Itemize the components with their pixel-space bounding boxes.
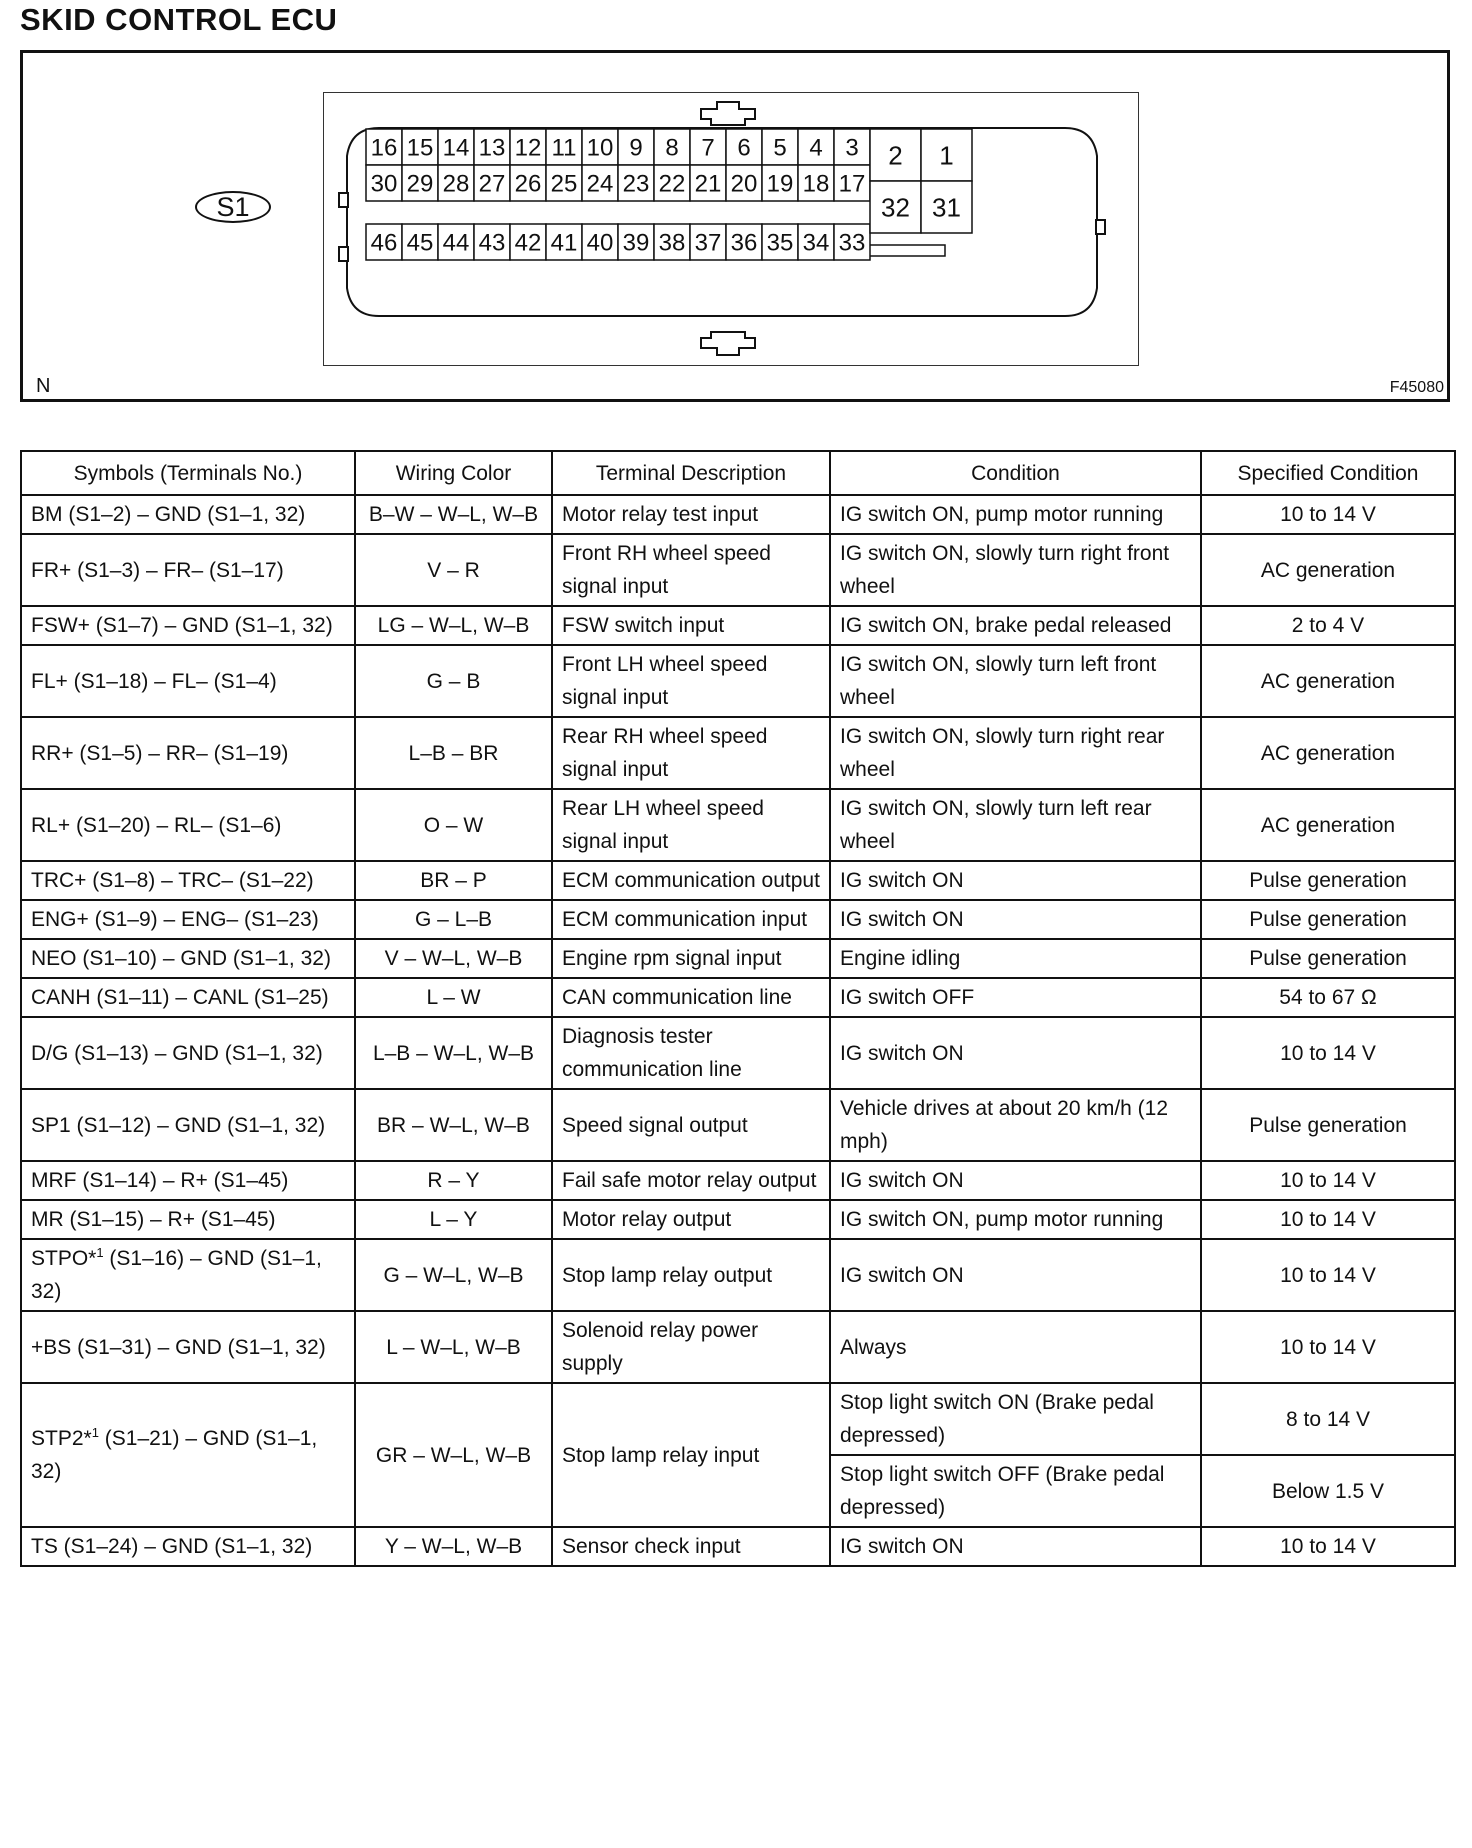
connector-code-label: S1 (195, 191, 271, 223)
symbol-cell: TS (S1–24) – GND (S1–1, 32) (21, 1527, 355, 1566)
wiring-color-cell: G – B (355, 645, 552, 717)
header-terminal-description: Terminal Description (552, 451, 830, 495)
terminal-number: 29 (406, 170, 434, 198)
specified-condition-cell: Pulse generation (1201, 1089, 1455, 1161)
specified-condition-cell: 10 to 14 V (1201, 1161, 1455, 1200)
description-cell: Stop lamp relay output (552, 1239, 830, 1311)
terminal-number: 7 (701, 134, 715, 162)
specified-condition-cell: 10 to 14 V (1201, 1527, 1455, 1566)
table-row (21, 717, 1455, 789)
table-row (21, 1017, 1455, 1089)
terminal-number: 35 (766, 229, 794, 257)
terminal-number: 46 (370, 229, 398, 257)
condition-cell: IG switch ON (830, 900, 1201, 939)
condition-cell: Engine idling (830, 939, 1201, 978)
connector-drawing (323, 92, 1139, 366)
symbol-cell: FSW+ (S1–7) – GND (S1–1, 32) (21, 606, 355, 645)
table-row (21, 1200, 1455, 1239)
description-cell: FSW switch input (552, 606, 830, 645)
terminal-number: 14 (442, 134, 470, 162)
symbol-cell: ENG+ (S1–9) – ENG– (S1–23) (21, 900, 355, 939)
description-cell: Engine rpm signal input (552, 939, 830, 978)
wiring-color-cell: GR – W–L, W–B (355, 1383, 552, 1527)
description-cell: Front LH wheel speed signal input (552, 645, 830, 717)
description-cell: CAN communication line (552, 978, 830, 1017)
table-row (21, 1161, 1455, 1200)
symbol-cell: FL+ (S1–18) – FL– (S1–4) (21, 645, 355, 717)
specified-condition-cell: AC generation (1201, 789, 1455, 861)
description-cell: Diagnosis tester communication line (552, 1017, 830, 1089)
page-title: SKID CONTROL ECU (20, 2, 338, 37)
wiring-color-cell: B–W – W–L, W–B (355, 495, 552, 534)
wiring-color-cell: L – W (355, 978, 552, 1017)
table-row (21, 978, 1455, 1017)
symbol-cell: RL+ (S1–20) – RL– (S1–6) (21, 789, 355, 861)
condition-cell: Stop light switch ON (Brake pedal depressed) (830, 1383, 1201, 1455)
terminal-number: 18 (802, 170, 830, 198)
specified-condition-cell: 10 to 14 V (1201, 1017, 1455, 1089)
condition-cell: IG switch ON, pump motor running (830, 495, 1201, 534)
table-row (21, 606, 1455, 645)
symbol-cell: D/G (S1–13) – GND (S1–1, 32) (21, 1017, 355, 1089)
terminal-number: 22 (658, 170, 686, 198)
description-cell: Motor relay test input (552, 495, 830, 534)
table-row (21, 939, 1455, 978)
symbol-text: STP2* (31, 1427, 92, 1450)
table-row (21, 1527, 1455, 1566)
wiring-color-cell: Y – W–L, W–B (355, 1527, 552, 1566)
description-cell: Stop lamp relay input (552, 1383, 830, 1527)
header-symbols: Symbols (Terminals No.) (21, 451, 355, 495)
specified-condition-cell: 8 to 14 V (1201, 1383, 1455, 1455)
table-row (21, 1311, 1455, 1383)
symbol-text: STPO* (31, 1247, 97, 1270)
specified-condition-cell: 10 to 14 V (1201, 1200, 1455, 1239)
footnote-marker: 1 (91, 1425, 99, 1440)
terminal-number: 19 (766, 170, 794, 198)
terminal-number: 1 (939, 140, 954, 171)
symbol-cell: RR+ (S1–5) – RR– (S1–19) (21, 717, 355, 789)
terminal-number: 25 (550, 170, 578, 198)
table-row (21, 900, 1455, 939)
wiring-color-cell: G – W–L, W–B (355, 1239, 552, 1311)
description-cell: Front RH wheel speed signal input (552, 534, 830, 606)
terminal-number: 33 (838, 229, 866, 257)
terminal-number: 20 (730, 170, 758, 198)
terminal-number: 31 (932, 192, 961, 223)
wiring-color-cell: V – R (355, 534, 552, 606)
condition-cell: IG switch ON (830, 1239, 1201, 1311)
terminal-number: 41 (550, 229, 578, 257)
terminal-spec-table (20, 450, 1456, 1567)
wiring-color-cell: L–B – W–L, W–B (355, 1017, 552, 1089)
condition-cell: Stop light switch OFF (Brake pedal depressed) (830, 1455, 1201, 1527)
table-row (21, 1239, 1455, 1311)
terminal-number: 17 (838, 170, 866, 198)
condition-cell: IG switch ON (830, 1161, 1201, 1200)
table-row (21, 861, 1455, 900)
specified-condition-cell: 10 to 14 V (1201, 1239, 1455, 1311)
condition-cell: IG switch OFF (830, 978, 1201, 1017)
terminal-number: 11 (551, 134, 577, 162)
condition-cell: IG switch ON (830, 1017, 1201, 1089)
terminal-number: 40 (586, 229, 614, 257)
description-cell: Fail safe motor relay output (552, 1161, 830, 1200)
specified-condition-cell: AC generation (1201, 534, 1455, 606)
condition-cell: Vehicle drives at about 20 km/h (12 mph) (830, 1089, 1201, 1161)
condition-cell: IG switch ON (830, 861, 1201, 900)
symbol-cell (21, 1239, 355, 1311)
terminal-number: 4 (809, 134, 823, 162)
specified-condition-cell: Pulse generation (1201, 900, 1455, 939)
wiring-color-cell: LG – W–L, W–B (355, 606, 552, 645)
terminal-number: 8 (665, 134, 679, 162)
terminal-number: 21 (694, 170, 722, 198)
condition-cell: IG switch ON, brake pedal released (830, 606, 1201, 645)
description-cell: ECM communication input (552, 900, 830, 939)
specified-condition-cell: 10 to 14 V (1201, 495, 1455, 534)
table-row (21, 534, 1455, 606)
description-cell: Motor relay output (552, 1200, 830, 1239)
table-row (21, 1089, 1455, 1161)
terminal-number: 12 (514, 134, 542, 162)
figure-code: F45080 (1389, 379, 1444, 396)
terminal-number: 34 (802, 229, 830, 257)
terminal-number: 30 (370, 170, 398, 198)
terminal-number: 5 (773, 134, 787, 162)
wiring-color-cell: R – Y (355, 1161, 552, 1200)
terminal-number: 37 (694, 229, 722, 257)
terminal-number: 3 (845, 134, 859, 162)
table-row (21, 789, 1455, 861)
specified-condition-cell: Pulse generation (1201, 939, 1455, 978)
terminal-number: 32 (881, 192, 910, 223)
symbol-cell (21, 1383, 355, 1527)
table-row (21, 1383, 1455, 1455)
description-cell: Sensor check input (552, 1527, 830, 1566)
symbol-cell: CANH (S1–11) – CANL (S1–25) (21, 978, 355, 1017)
symbol-cell: FR+ (S1–3) – FR– (S1–17) (21, 534, 355, 606)
symbol-cell: NEO (S1–10) – GND (S1–1, 32) (21, 939, 355, 978)
terminal-number: 13 (478, 134, 506, 162)
symbol-cell: MRF (S1–14) – R+ (S1–45) (21, 1161, 355, 1200)
terminal-number: 2 (888, 140, 903, 171)
header-specified-condition: Specified Condition (1201, 451, 1455, 495)
specified-condition-cell: 54 to 67 Ω (1201, 978, 1455, 1017)
wiring-color-cell: BR – W–L, W–B (355, 1089, 552, 1161)
terminal-number: 43 (478, 229, 506, 257)
symbol-cell: SP1 (S1–12) – GND (S1–1, 32) (21, 1089, 355, 1161)
specified-condition-cell: Pulse generation (1201, 861, 1455, 900)
terminal-number: 24 (586, 170, 614, 198)
terminal-number: 16 (370, 134, 398, 162)
symbol-text: (S1–16) – GND (S1–1, 32) (31, 1247, 322, 1303)
terminal-number: 42 (514, 229, 542, 257)
specified-condition-cell: AC generation (1201, 717, 1455, 789)
condition-cell: IG switch ON, pump motor running (830, 1200, 1201, 1239)
specified-condition-cell: 10 to 14 V (1201, 1311, 1455, 1383)
terminal-number: 44 (442, 229, 470, 257)
description-cell: Speed signal output (552, 1089, 830, 1161)
wiring-color-cell: L – Y (355, 1200, 552, 1239)
wiring-color-cell: G – L–B (355, 900, 552, 939)
symbol-text: (S1–21) – GND (S1–1, 32) (31, 1427, 318, 1483)
terminal-number: 28 (442, 170, 470, 198)
terminal-number: 26 (514, 170, 542, 198)
header-condition: Condition (830, 451, 1201, 495)
header-wiring-color: Wiring Color (355, 451, 552, 495)
condition-cell: IG switch ON, slowly turn left rear wheel (830, 789, 1201, 861)
condition-cell: IG switch ON (830, 1527, 1201, 1566)
symbol-cell: +BS (S1–31) – GND (S1–1, 32) (21, 1311, 355, 1383)
specified-condition-cell: 2 to 4 V (1201, 606, 1455, 645)
wiring-color-cell: BR – P (355, 861, 552, 900)
condition-cell: IG switch ON, slowly turn left front wheel (830, 645, 1201, 717)
specified-condition-cell: Below 1.5 V (1201, 1455, 1455, 1527)
wiring-color-cell: O – W (355, 789, 552, 861)
specified-condition-cell: AC generation (1201, 645, 1455, 717)
terminal-number: 38 (658, 229, 686, 257)
terminal-number: 36 (730, 229, 758, 257)
terminal-number: 45 (406, 229, 434, 257)
terminal-number: 39 (622, 229, 650, 257)
symbol-cell: TRC+ (S1–8) – TRC– (S1–22) (21, 861, 355, 900)
description-cell: ECM communication output (552, 861, 830, 900)
terminal-number: 23 (622, 170, 650, 198)
view-direction-label: N (36, 375, 51, 397)
condition-cell: Always (830, 1311, 1201, 1383)
wiring-color-cell: V – W–L, W–B (355, 939, 552, 978)
terminal-number: 6 (737, 134, 751, 162)
condition-cell: IG switch ON, slowly turn right rear wheel (830, 717, 1201, 789)
condition-cell: IG switch ON, slowly turn right front wheel (830, 534, 1201, 606)
table-header-row (21, 451, 1455, 495)
wiring-color-cell: L–B – BR (355, 717, 552, 789)
terminal-number: 15 (406, 134, 434, 162)
wiring-color-cell: L – W–L, W–B (355, 1311, 552, 1383)
description-cell: Solenoid relay power supply (552, 1311, 830, 1383)
description-cell: Rear RH wheel speed signal input (552, 717, 830, 789)
terminal-number: 10 (586, 134, 614, 162)
symbol-cell: BM (S1–2) – GND (S1–1, 32) (21, 495, 355, 534)
terminal-number: 9 (629, 134, 643, 162)
table-row (21, 645, 1455, 717)
symbol-cell: MR (S1–15) – R+ (S1–45) (21, 1200, 355, 1239)
terminal-number: 27 (478, 170, 506, 198)
description-cell: Rear LH wheel speed signal input (552, 789, 830, 861)
footnote-marker: 1 (96, 1245, 104, 1260)
table-row (21, 495, 1455, 534)
